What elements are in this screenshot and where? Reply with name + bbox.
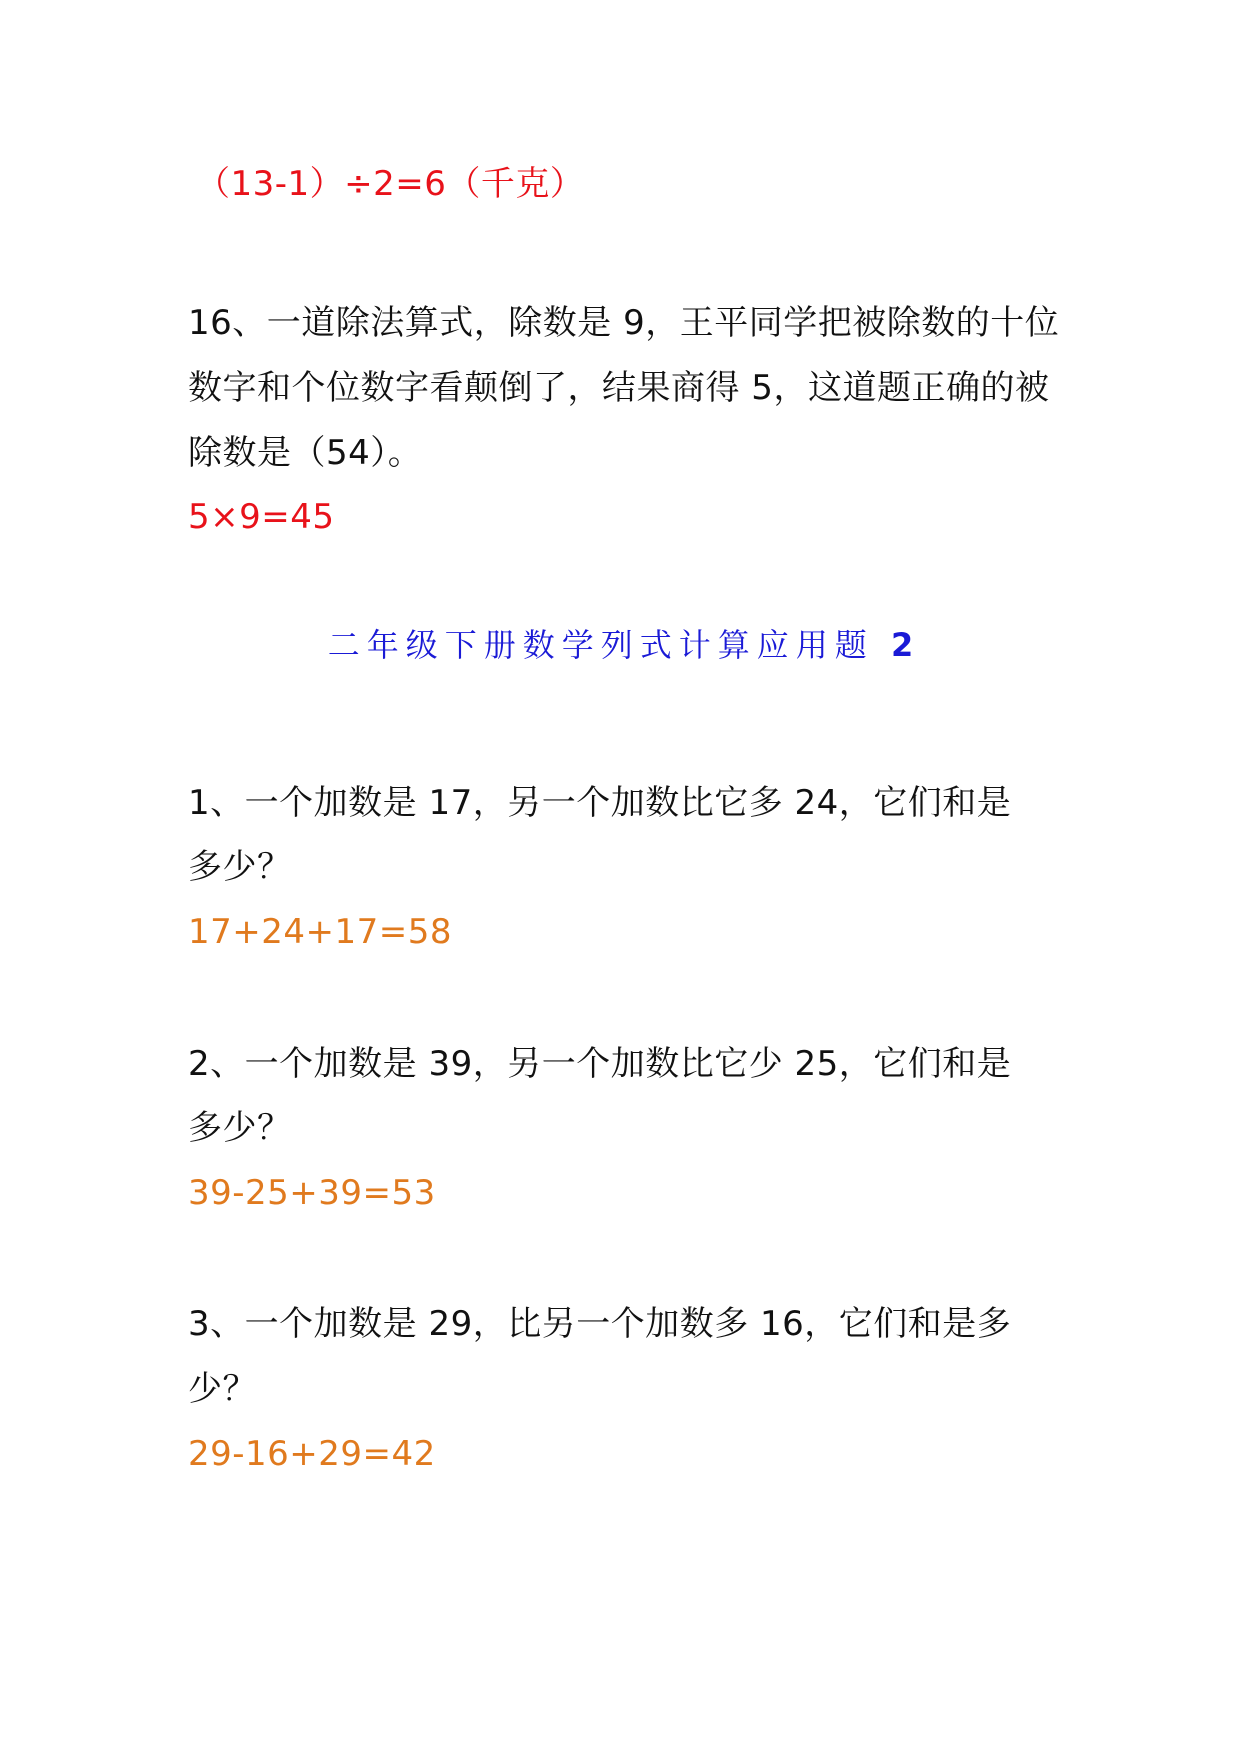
problem-2-answer: 39-25+39=53 (188, 1173, 436, 1213)
section-heading-text: 二年级下册数学列式计算应用题 (327, 626, 874, 664)
q16-answer: 5×9=45 (188, 497, 335, 537)
q16-line-3: 除数是（54）。 (188, 433, 423, 473)
section-heading-number: 2 (890, 626, 914, 664)
q16-line-2: 数字和个位数字看颠倒了，结果商得 5，这道题正确的被 (188, 368, 1050, 408)
problem-2-line-1: 2、一个加数是 39，另一个加数比它少 25，它们和是 (188, 1044, 1012, 1084)
problem-3-line-1: 3、一个加数是 29，比另一个加数多 16，它们和是多 (188, 1304, 1012, 1344)
problem-1-line-1: 1、一个加数是 17，另一个加数比它多 24，它们和是 (188, 783, 1012, 823)
problem-3-answer: 29-16+29=42 (188, 1434, 436, 1474)
q16-line-1: 16、一道除法算式，除数是 9，王平同学把被除数的十位 (188, 303, 1060, 343)
problem-2-line-2: 多少？ (188, 1108, 292, 1148)
section-heading (0, 625, 1241, 665)
q15-answer: （13-1）÷2=6（千克） (196, 164, 585, 204)
problem-3-line-2: 少？ (188, 1369, 257, 1409)
problem-1-answer: 17+24+17=58 (188, 912, 453, 952)
problem-1-line-2: 多少？ (188, 847, 292, 887)
